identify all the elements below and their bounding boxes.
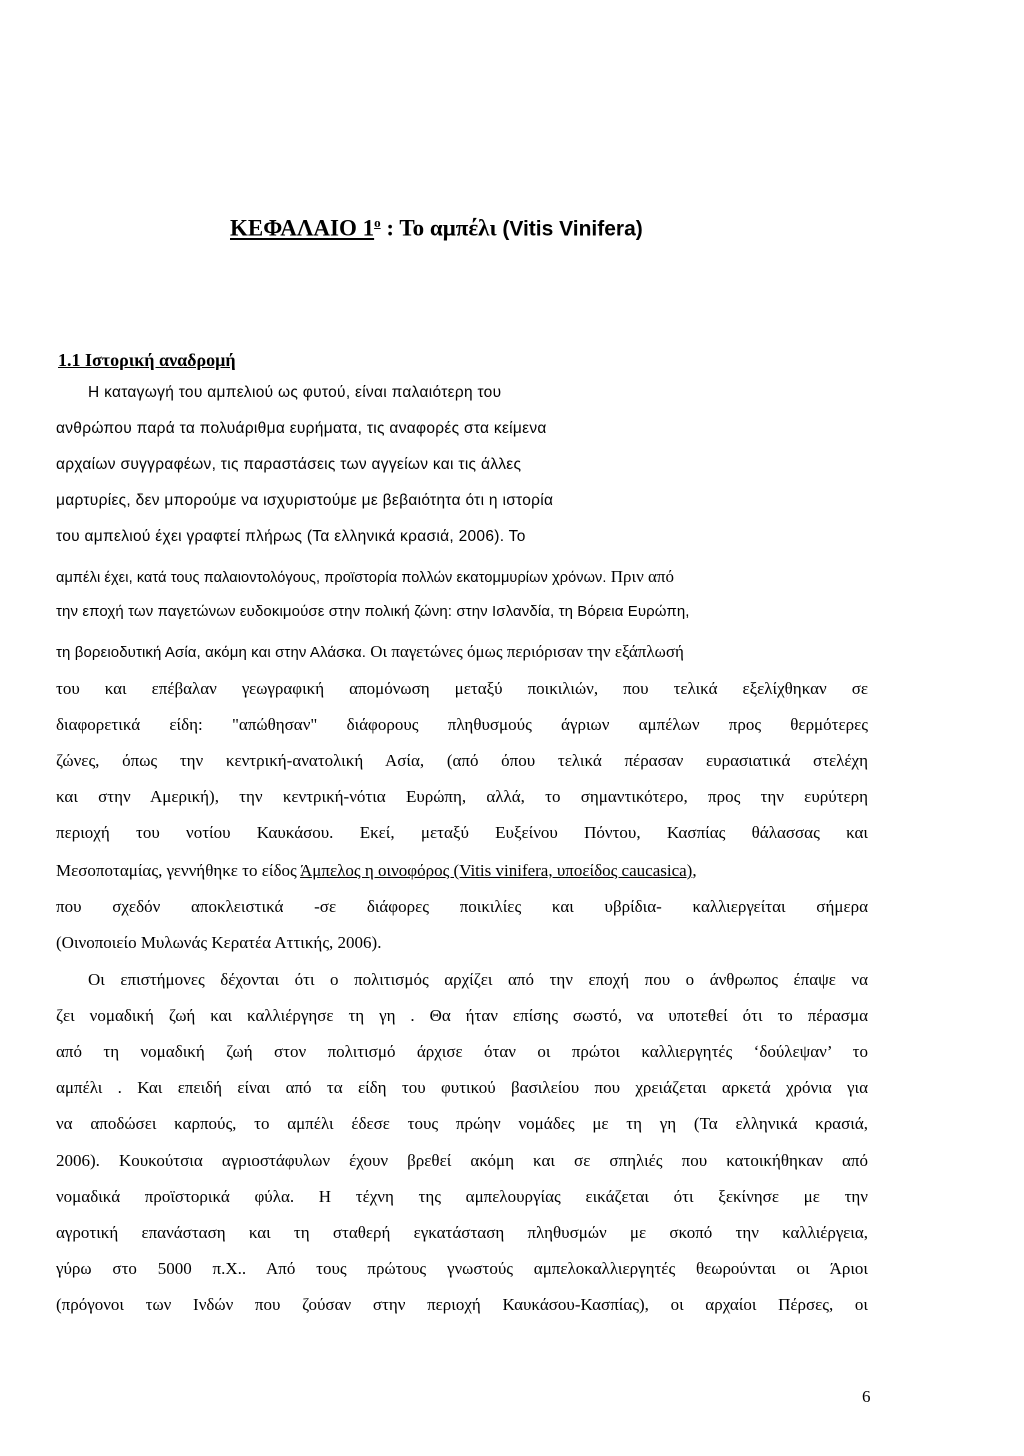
text-line: διαφορετικά είδη: "απώθησαν" διάφορους πληθυσμούς άγριων αμπέλων προς θερμότερες: [56, 716, 868, 734]
text-line: μαρτυρίες, δεν μπορούμε να ισχυριστούμε με βεβαιότητα ότι η ιστορία: [56, 492, 554, 509]
species-reference: Άμπελος η οινοφόρος (Vitis vinifera, υποείδος caucasica): [300, 861, 693, 880]
chapter-number-superscript: ο: [374, 215, 381, 230]
text-line: του και επέβαλαν γεωγραφική απομόνωση μεταξύ ποικιλιών, που τελικά εξελίχθηκαν σε: [56, 680, 868, 698]
text-line: [56, 643, 684, 661]
text-segment: ,: [692, 861, 697, 880]
text-line: [56, 862, 697, 879]
text-line: που σχεδόν αποκλειστικά -σε διάφορες ποικιλίες και υβρίδια- καλλιεργείται σήμερα: [56, 898, 868, 916]
text-line: από τη νομαδική ζωή στον πολιτισμό άρχισε όταν οι πρώτοι καλλιεργητές ‘δούλεψαν’ το: [56, 1043, 868, 1061]
chapter-label: ΚΕΦΑΛΑΙΟ 1: [230, 215, 375, 241]
chapter-colon: :: [380, 215, 400, 241]
text-line: Οι επιστήμονες δέχονται ότι ο πολιτισμός αρχίζει από την εποχή που ο άνθρωπος έπαψε να: [88, 971, 868, 989]
text-line: την εποχή των παγετώνων ευδοκιμούσε στην πολική ζώνη: στην Ισλανδία, τη Βόρεια Ευρώπη,: [56, 603, 690, 620]
text-line: αρχαίων συγγραφέων, τις παραστάσεις των αγγείων και τις άλλες: [56, 456, 522, 473]
text-line: ζει νομαδική ζωή και καλλιέργησε τη γη . Θα ήταν επίσης σωστό, να υποτεθεί ότι το πέρασμα: [56, 1007, 868, 1025]
text-line: [56, 568, 674, 586]
text-segment: Πριν από: [606, 567, 674, 586]
text-line: του αμπελιού έχει γραφτεί πλήρως (Τα ελληνικά κρασιά, 2006). Το: [56, 528, 526, 545]
page-number: 6: [862, 1387, 871, 1406]
text-line: περιοχή του νοτίου Καυκάσου. Εκεί, μεταξύ Ευξείνου Πόντου, Κασπίας θάλασσας και: [56, 824, 868, 842]
text-line: να αποδώσει καρπούς, το αμπέλι έδεσε τους πρώην νομάδες με τη γη (Τα ελληνικά κρασιά,: [56, 1115, 868, 1133]
text-line: (πρόγονοι των Ινδών που ζούσαν στην περιοχή Καυκάσου-Κασπίας), οι αρχαίοι Πέρσες, οι: [56, 1296, 868, 1314]
text-line: (Οινοποιείο Μυλωνάς Κερατέα Αττικής, 2006).: [56, 933, 382, 952]
text-line: γύρω στο 5000 π.Χ.. Από τους πρώτους γνωστούς αμπελοκαλλιεργητές θεωρούνται οι Άριοι: [56, 1260, 868, 1278]
text-line: 2006). Κουκούτσια αγριοστάφυλων έχουν βρεθεί ακόμη και σε σπηλιές που κατοικήθηκαν από: [56, 1152, 868, 1170]
text-line: και στην Αμερική), την κεντρική-νότια Ευρώπη, αλλά, το σημαντικότερο, προς την ευρύτερη: [56, 788, 868, 806]
text-line: νομαδικά προϊστορικά φύλα. Η τέχνη της αμπελουργίας εικάζεται ότι ξεκίνησε με την: [56, 1188, 868, 1206]
text-line: αμπέλι . Και επειδή είναι από τα είδη του φυτικού βασιλείου που χρειάζεται αρκετά χρόνια για: [56, 1079, 868, 1097]
text-segment: αμπέλι έχει, κατά τους παλαιοντολόγους, προϊστορία πολλών εκατομμυρίων χρόνων.: [56, 570, 607, 586]
text-segment: Οι παγετώνες όμως περιόρισαν την εξάπλωσή: [366, 642, 684, 661]
section-heading: 1.1 Ιστορική αναδρομή: [58, 350, 236, 370]
chapter-title: [230, 216, 643, 240]
text-line: αγροτική επανάσταση και τη σταθερή εγκατάσταση πληθυσμών με σκοπό την καλλιέργεια,: [56, 1224, 868, 1242]
text-segment: τη βορειοδυτική Ασία, ακόμη και στην Αλάσκα.: [56, 644, 366, 661]
text-line: Η καταγωγή του αμπελιού ως φυτού, είναι παλαιότερη του: [88, 384, 502, 401]
chapter-title-latin: (Vitis Vinifera): [502, 217, 643, 241]
text-line: ανθρώπου παρά τα πολυάριθμα ευρήματα, τις αναφορές στα κείμενα: [56, 420, 547, 437]
text-segment: Μεσοποταμίας, γεννήθηκε το είδος: [56, 861, 301, 880]
text-line: ζώνες, όπως την κεντρική-ανατολική Ασία, (από όπου τελικά πέρασαν ευρασιατικά στελέχη: [56, 752, 868, 770]
chapter-title-text: Το αμπέλι: [399, 215, 503, 241]
